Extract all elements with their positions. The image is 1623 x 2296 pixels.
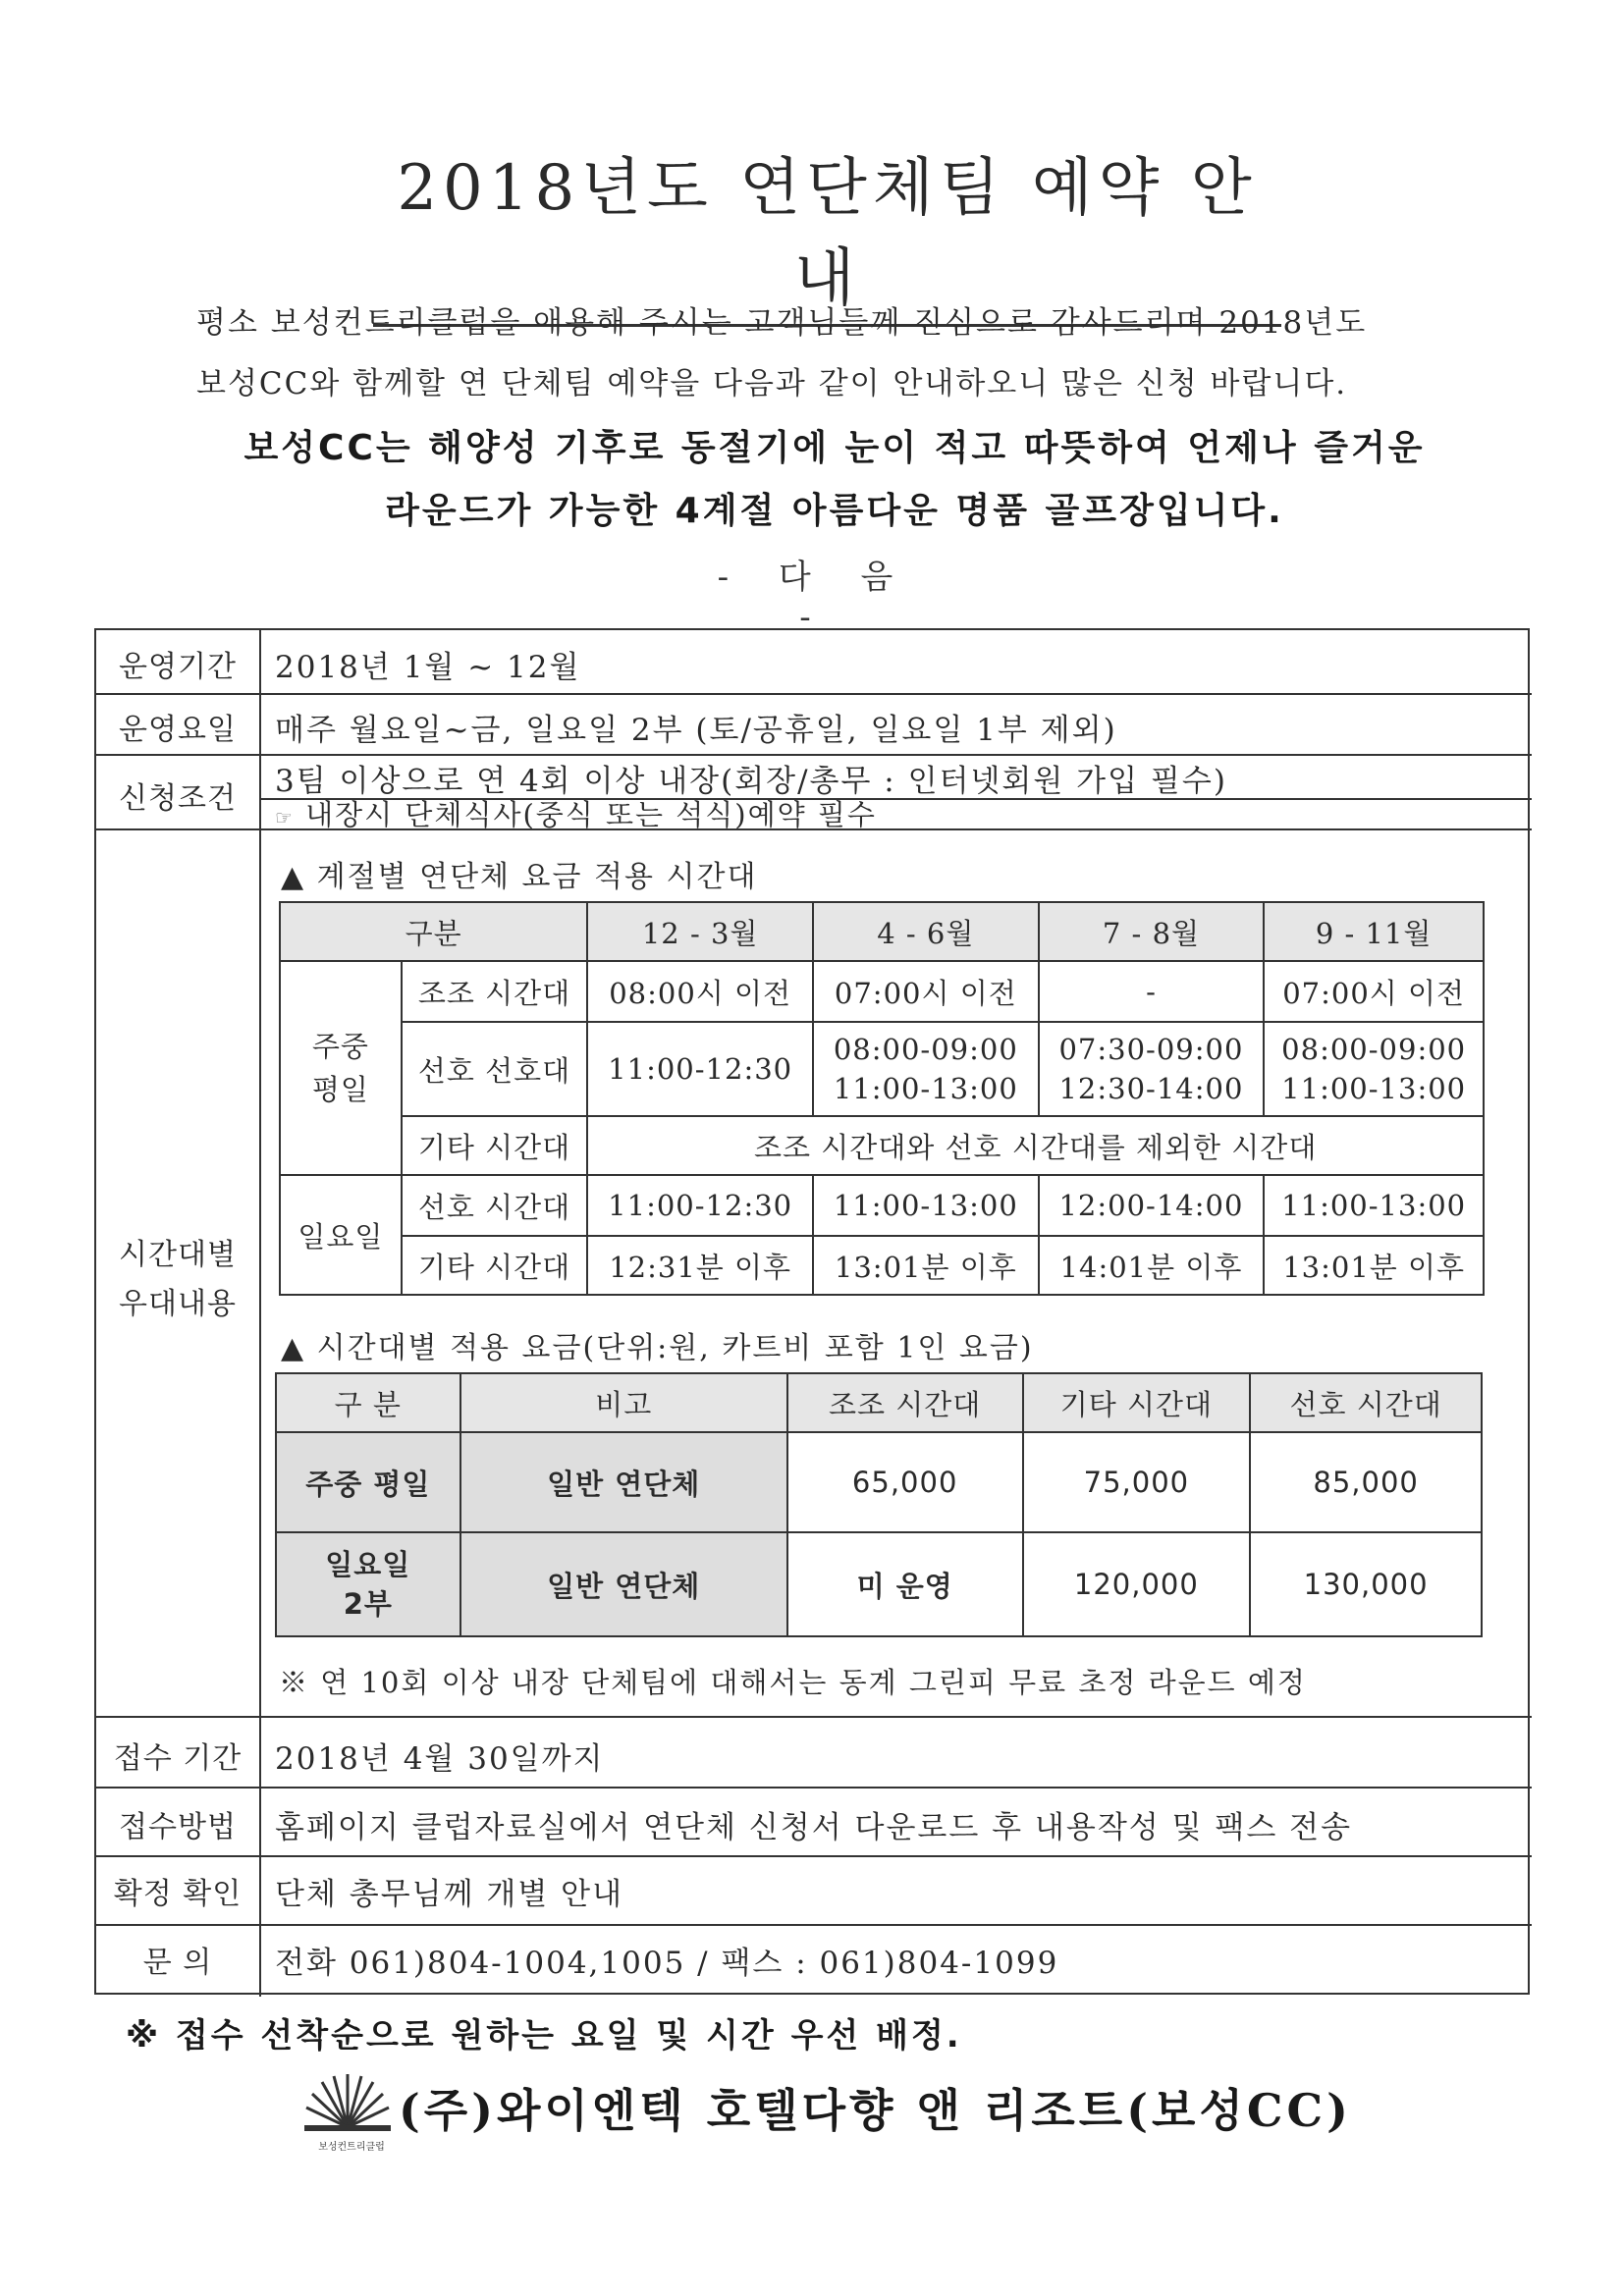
price-cell: 미 운영	[787, 1532, 1023, 1636]
highlight-paragraph	[167, 417, 1502, 543]
weekday-label-line-1: 주중	[311, 1030, 369, 1063]
season-cell: 12:00-14:00	[1039, 1175, 1265, 1236]
price-cell: 85,000	[1250, 1432, 1482, 1532]
price-header-cell: 조조 시간대	[787, 1373, 1023, 1432]
season-cell: 11:00-12:30	[587, 1175, 813, 1236]
price-row-label	[276, 1532, 460, 1636]
period-value: 2018년 1월 ~ 12월	[275, 650, 581, 685]
price-table	[275, 1372, 1483, 1637]
confirm-label: 확정 확인	[113, 1877, 243, 1911]
sun-other-row	[280, 1236, 1484, 1295]
price-row-note: 일반 연단체	[460, 1532, 787, 1636]
season-cell-line: 08:00-09:00	[833, 1033, 1018, 1066]
weekday-label-line-2: 평일	[311, 1073, 369, 1106]
season-cell: 07:00시 이전	[813, 961, 1039, 1022]
season-header-cell: 7 - 8월	[1039, 902, 1265, 961]
season-cell	[1264, 1022, 1484, 1116]
season-cell: 13:01분 이후	[1264, 1236, 1484, 1295]
intro-paragraph	[196, 293, 1492, 414]
sun-prime-label: 선호 시간대	[402, 1175, 588, 1236]
season-cell-line: 12:30-14:00	[1058, 1072, 1244, 1105]
season-cell-line: 11:00-13:00	[833, 1072, 1018, 1105]
price-row-label-line-1: 일요일	[325, 1548, 411, 1581]
condition-value-2-row	[275, 793, 877, 833]
season-cell-line: 08:00-09:00	[1281, 1033, 1467, 1066]
row-divider	[96, 1924, 1532, 1926]
row-divider	[96, 693, 1532, 695]
season-cell: 11:00-13:00	[1264, 1175, 1484, 1236]
company-name: (주)와이엔텍 호텔다향 앤 리조트(보성CC)	[399, 2084, 1352, 2137]
club-logo-icon	[304, 2061, 391, 2150]
sun-other-label: 기타 시간대	[402, 1236, 588, 1295]
contact-value: 전화 061)804-1004,1005 / 팩스 : 061)804-1099	[275, 1946, 1059, 1981]
price-row-note: 일반 연단체	[460, 1432, 787, 1532]
early-row	[280, 961, 1484, 1022]
intro-line-2: 보성CC와 함께할 연 단체팀 예약을 다음과 같이 안내하오니 많은 신청 바랍니다.	[196, 366, 1348, 401]
season-header-cell: 9 - 11월	[1264, 902, 1484, 961]
row-divider	[96, 1716, 1532, 1718]
season-cell-line: 07:30-09:00	[1058, 1033, 1244, 1066]
highlight-line-2: 라운드가 가능한 4계절 아름다운 명품 골프장입니다.	[385, 491, 1284, 531]
condition-value-2: 내장시 단체식사(중식 또는 석식)예약 필수	[305, 798, 877, 831]
contact-label: 문 의	[142, 1946, 213, 1980]
benefits-label	[96, 1231, 259, 1329]
method-value: 홈페이지 클럽자료실에서 연단체 신청서 다운로드 후 내용작성 및 팩스 전송	[275, 1810, 1353, 1845]
season-cell: 08:00시 이전	[587, 961, 813, 1022]
early-label: 조조 시간대	[402, 961, 588, 1022]
condition-label: 신청조건	[119, 781, 237, 816]
pointing-hand-icon: ☞	[275, 806, 295, 829]
other-row	[280, 1116, 1484, 1175]
price-row	[276, 1432, 1482, 1532]
next-label: - 다 음 -	[717, 558, 913, 637]
intro-line-1: 평소 보성컨트리클럽을 애용해 주시는 고객님들께 진심으로 감사드리며 2018년도	[196, 305, 1368, 341]
benefits-label-line-2: 우대내용	[119, 1287, 237, 1321]
benefits-label-line-1: 시간대별	[119, 1238, 237, 1272]
deadline-value: 2018년 4월 30일까지	[275, 1741, 605, 1777]
season-cell: 14:01분 이후	[1039, 1236, 1265, 1295]
footer-note: ※ 접수 선착순으로 원하는 요일 및 시간 우선 배정.	[126, 2016, 962, 2056]
price-row	[276, 1532, 1482, 1636]
highlight-line-1: 보성CC는 해양성 기후로 동절기에 눈이 적고 따뜻하여 언제나 즐거운	[243, 428, 1426, 468]
price-cell: 130,000	[1250, 1532, 1482, 1636]
price-header-row	[276, 1373, 1482, 1432]
season-cell: -	[1039, 961, 1265, 1022]
method-label: 접수방법	[119, 1810, 237, 1844]
other-label: 기타 시간대	[402, 1116, 588, 1175]
season-cell: 07:00시 이전	[1264, 961, 1484, 1022]
confirm-value: 단체 총무님께 개별 안내	[275, 1877, 624, 1912]
other-value: 조조 시간대와 선호 시간대를 제외한 시간대	[587, 1116, 1484, 1175]
season-header-row	[280, 902, 1484, 961]
weekday-label	[280, 961, 402, 1175]
price-table-heading: ▲ 시간대별 적용 요금(단위:원, 카트비 포함 1인 요금)	[281, 1331, 1034, 1365]
season-header-cell: 구분	[280, 902, 587, 961]
deadline-label: 접수 기간	[113, 1741, 243, 1776]
company-signature	[304, 2061, 1352, 2153]
page-title: 2018년도 연단체팀 예약 안내	[373, 137, 1281, 327]
price-cell: 75,000	[1023, 1432, 1251, 1532]
season-table-heading: ▲ 계절별 연단체 요금 적용 시간대	[281, 860, 758, 894]
season-cell-line: 11:00-12:30	[608, 1052, 793, 1086]
prime-label: 선호 선호대	[402, 1022, 588, 1116]
row-divider	[96, 1855, 1532, 1857]
logo-text: 보성컨트리클럽	[318, 2142, 385, 2153]
period-label: 운영기간	[119, 650, 237, 684]
sun-prime-row	[280, 1175, 1484, 1236]
price-cell: 65,000	[787, 1432, 1023, 1532]
price-footnote: ※ 연 10회 이상 내장 단체팀에 대해서는 동계 그린피 무료 초정 라운드 예정	[279, 1666, 1307, 1699]
days-value: 매주 월요일~금, 일요일 2부 (토/공휴일, 일요일 1부 제외)	[275, 713, 1117, 748]
price-header-cell: 비고	[460, 1373, 787, 1432]
price-header-cell: 구 분	[276, 1373, 460, 1432]
season-cell	[813, 1022, 1039, 1116]
price-row-label-line-2: 2부	[343, 1587, 393, 1621]
season-cell: 11:00-13:00	[813, 1175, 1039, 1236]
prime-row	[280, 1022, 1484, 1116]
season-header-cell: 12 - 3월	[587, 902, 813, 961]
season-header-cell: 4 - 6월	[813, 902, 1039, 961]
price-header-cell: 기타 시간대	[1023, 1373, 1251, 1432]
info-table	[94, 628, 1530, 1995]
price-row-label: 주중 평일	[276, 1432, 460, 1532]
season-cell	[1039, 1022, 1265, 1116]
season-cell: 13:01분 이후	[813, 1236, 1039, 1295]
price-header-cell: 선호 시간대	[1250, 1373, 1482, 1432]
season-table	[279, 901, 1485, 1296]
season-cell-line: 11:00-13:00	[1281, 1072, 1467, 1105]
days-label: 운영요일	[119, 713, 237, 747]
condition-value-1: 3팀 이상으로 연 4회 이상 내장(회장/총무 : 인터넷회원 가입 필수)	[275, 764, 1227, 799]
label-divider	[259, 630, 261, 1997]
sunday-label: 일요일	[280, 1175, 402, 1295]
season-cell: 12:31분 이후	[587, 1236, 813, 1295]
price-cell: 120,000	[1023, 1532, 1251, 1636]
row-divider	[96, 1787, 1532, 1789]
season-cell	[587, 1022, 813, 1116]
